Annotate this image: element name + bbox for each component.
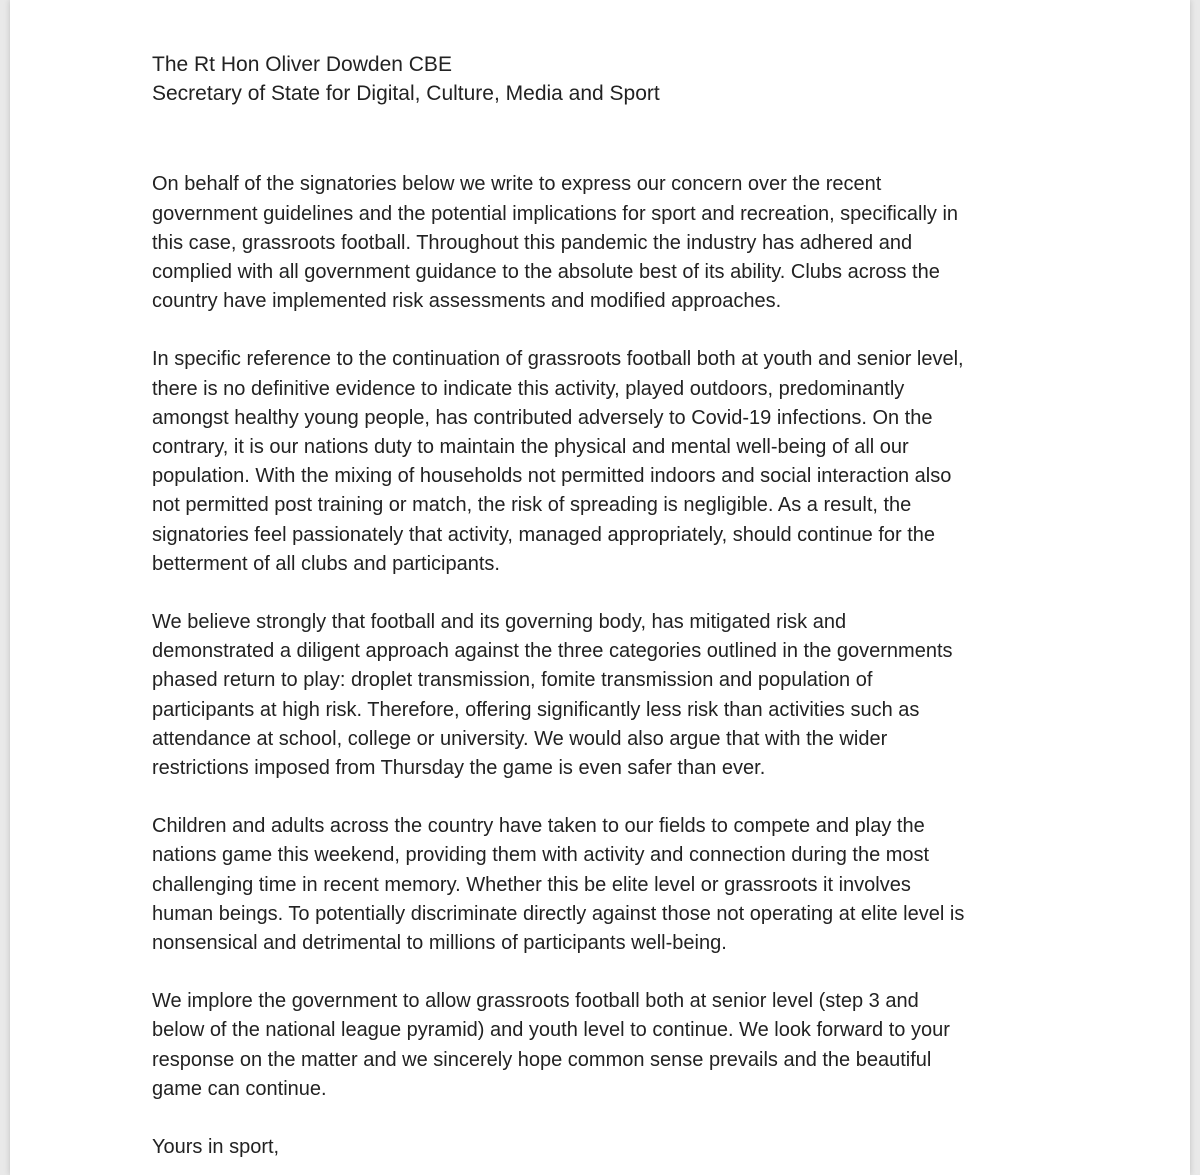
text-line: attendance at school, college or university. We would also argue that with the wider bbox=[152, 727, 888, 750]
paragraph-participants bbox=[152, 812, 1052, 958]
text-line: government guidelines and the potential implications for sport and recreation, specifically in bbox=[152, 202, 959, 225]
spacer bbox=[152, 783, 1052, 812]
text-line: below of the national league pyramid) and youth level to continue. We look forward to your bbox=[152, 1019, 950, 1042]
spacer bbox=[152, 316, 1052, 345]
letter-body bbox=[152, 50, 1052, 1162]
spacer bbox=[152, 579, 1052, 608]
paragraph-request bbox=[152, 987, 1052, 1104]
text-line: We implore the government to allow grassroots football both at senior level (step 3 and bbox=[152, 990, 919, 1013]
text-line: response on the matter and we sincerely hope common sense prevails and the beautiful bbox=[152, 1048, 932, 1071]
text-line: country have implemented risk assessments and modified approaches. bbox=[152, 290, 782, 313]
text-line: Children and adults across the country have taken to our fields to compete and play the bbox=[152, 815, 925, 838]
addressee-name: The Rt Hon Oliver Dowden CBE bbox=[152, 53, 452, 76]
paragraph-evidence bbox=[152, 345, 1052, 579]
text-line: betterment of all clubs and participants. bbox=[152, 552, 500, 575]
text-line: challenging time in recent memory. Whether this be elite level or grassroots it involves bbox=[152, 873, 911, 896]
text-line: On behalf of the signatories below we write to express our concern over the recent bbox=[152, 173, 882, 196]
paragraph-concern bbox=[152, 170, 1052, 316]
text-line: there is no definitive evidence to indicate this activity, played outdoors, predominantly bbox=[152, 377, 905, 400]
text-line: amongst healthy young people, has contributed adversely to Covid-19 infections. On the bbox=[152, 406, 933, 429]
text-line: participants at high risk. Therefore, offering significantly less risk than activities such as bbox=[152, 698, 920, 721]
letter-page bbox=[10, 0, 1190, 1175]
text-line: population. With the mixing of households not permitted indoors and social interaction also bbox=[152, 465, 952, 488]
text-line: complied with all government guidance to the absolute best of its ability. Clubs across the bbox=[152, 261, 940, 284]
text-line: phased return to play: droplet transmission, fomite transmission and population of bbox=[152, 669, 873, 692]
addressee-block bbox=[152, 50, 1052, 108]
spacer bbox=[152, 108, 1052, 170]
text-line: signatories feel passionately that activity, managed appropriately, should continue for the bbox=[152, 523, 936, 546]
text-line: human beings. To potentially discriminate directly against those not operating at elite level is bbox=[152, 902, 965, 925]
text-line: game can continue. bbox=[152, 1077, 327, 1100]
text-line: We believe strongly that football and its governing body, has mitigated risk and bbox=[152, 611, 847, 634]
text-line: this case, grassroots football. Throughout this pandemic the industry has adhered and bbox=[152, 231, 913, 254]
text-line: demonstrated a diligent approach against the three categories outlined in the governments bbox=[152, 640, 953, 663]
text-line: In specific reference to the continuation of grassroots football both at youth and senior level, bbox=[152, 348, 964, 371]
text-line: nations game this weekend, providing them with activity and connection during the most bbox=[152, 844, 930, 867]
spacer bbox=[152, 958, 1052, 987]
text-line: restrictions imposed from Thursday the game is even safer than ever. bbox=[152, 757, 766, 780]
addressee-title: Secretary of State for Digital, Culture, Media and Sport bbox=[152, 82, 660, 106]
spacer bbox=[152, 1104, 1052, 1133]
text-line: not permitted post training or match, the risk of spreading is negligible. As a result, the bbox=[152, 494, 912, 517]
text-line: nonsensical and detrimental to millions of participants well-being. bbox=[152, 932, 727, 955]
paragraph-risk bbox=[152, 608, 1052, 783]
closing-line: Yours in sport, bbox=[152, 1136, 280, 1159]
text-line: contrary, it is our nations duty to maintain the physical and mental well-being of all our bbox=[152, 436, 909, 459]
